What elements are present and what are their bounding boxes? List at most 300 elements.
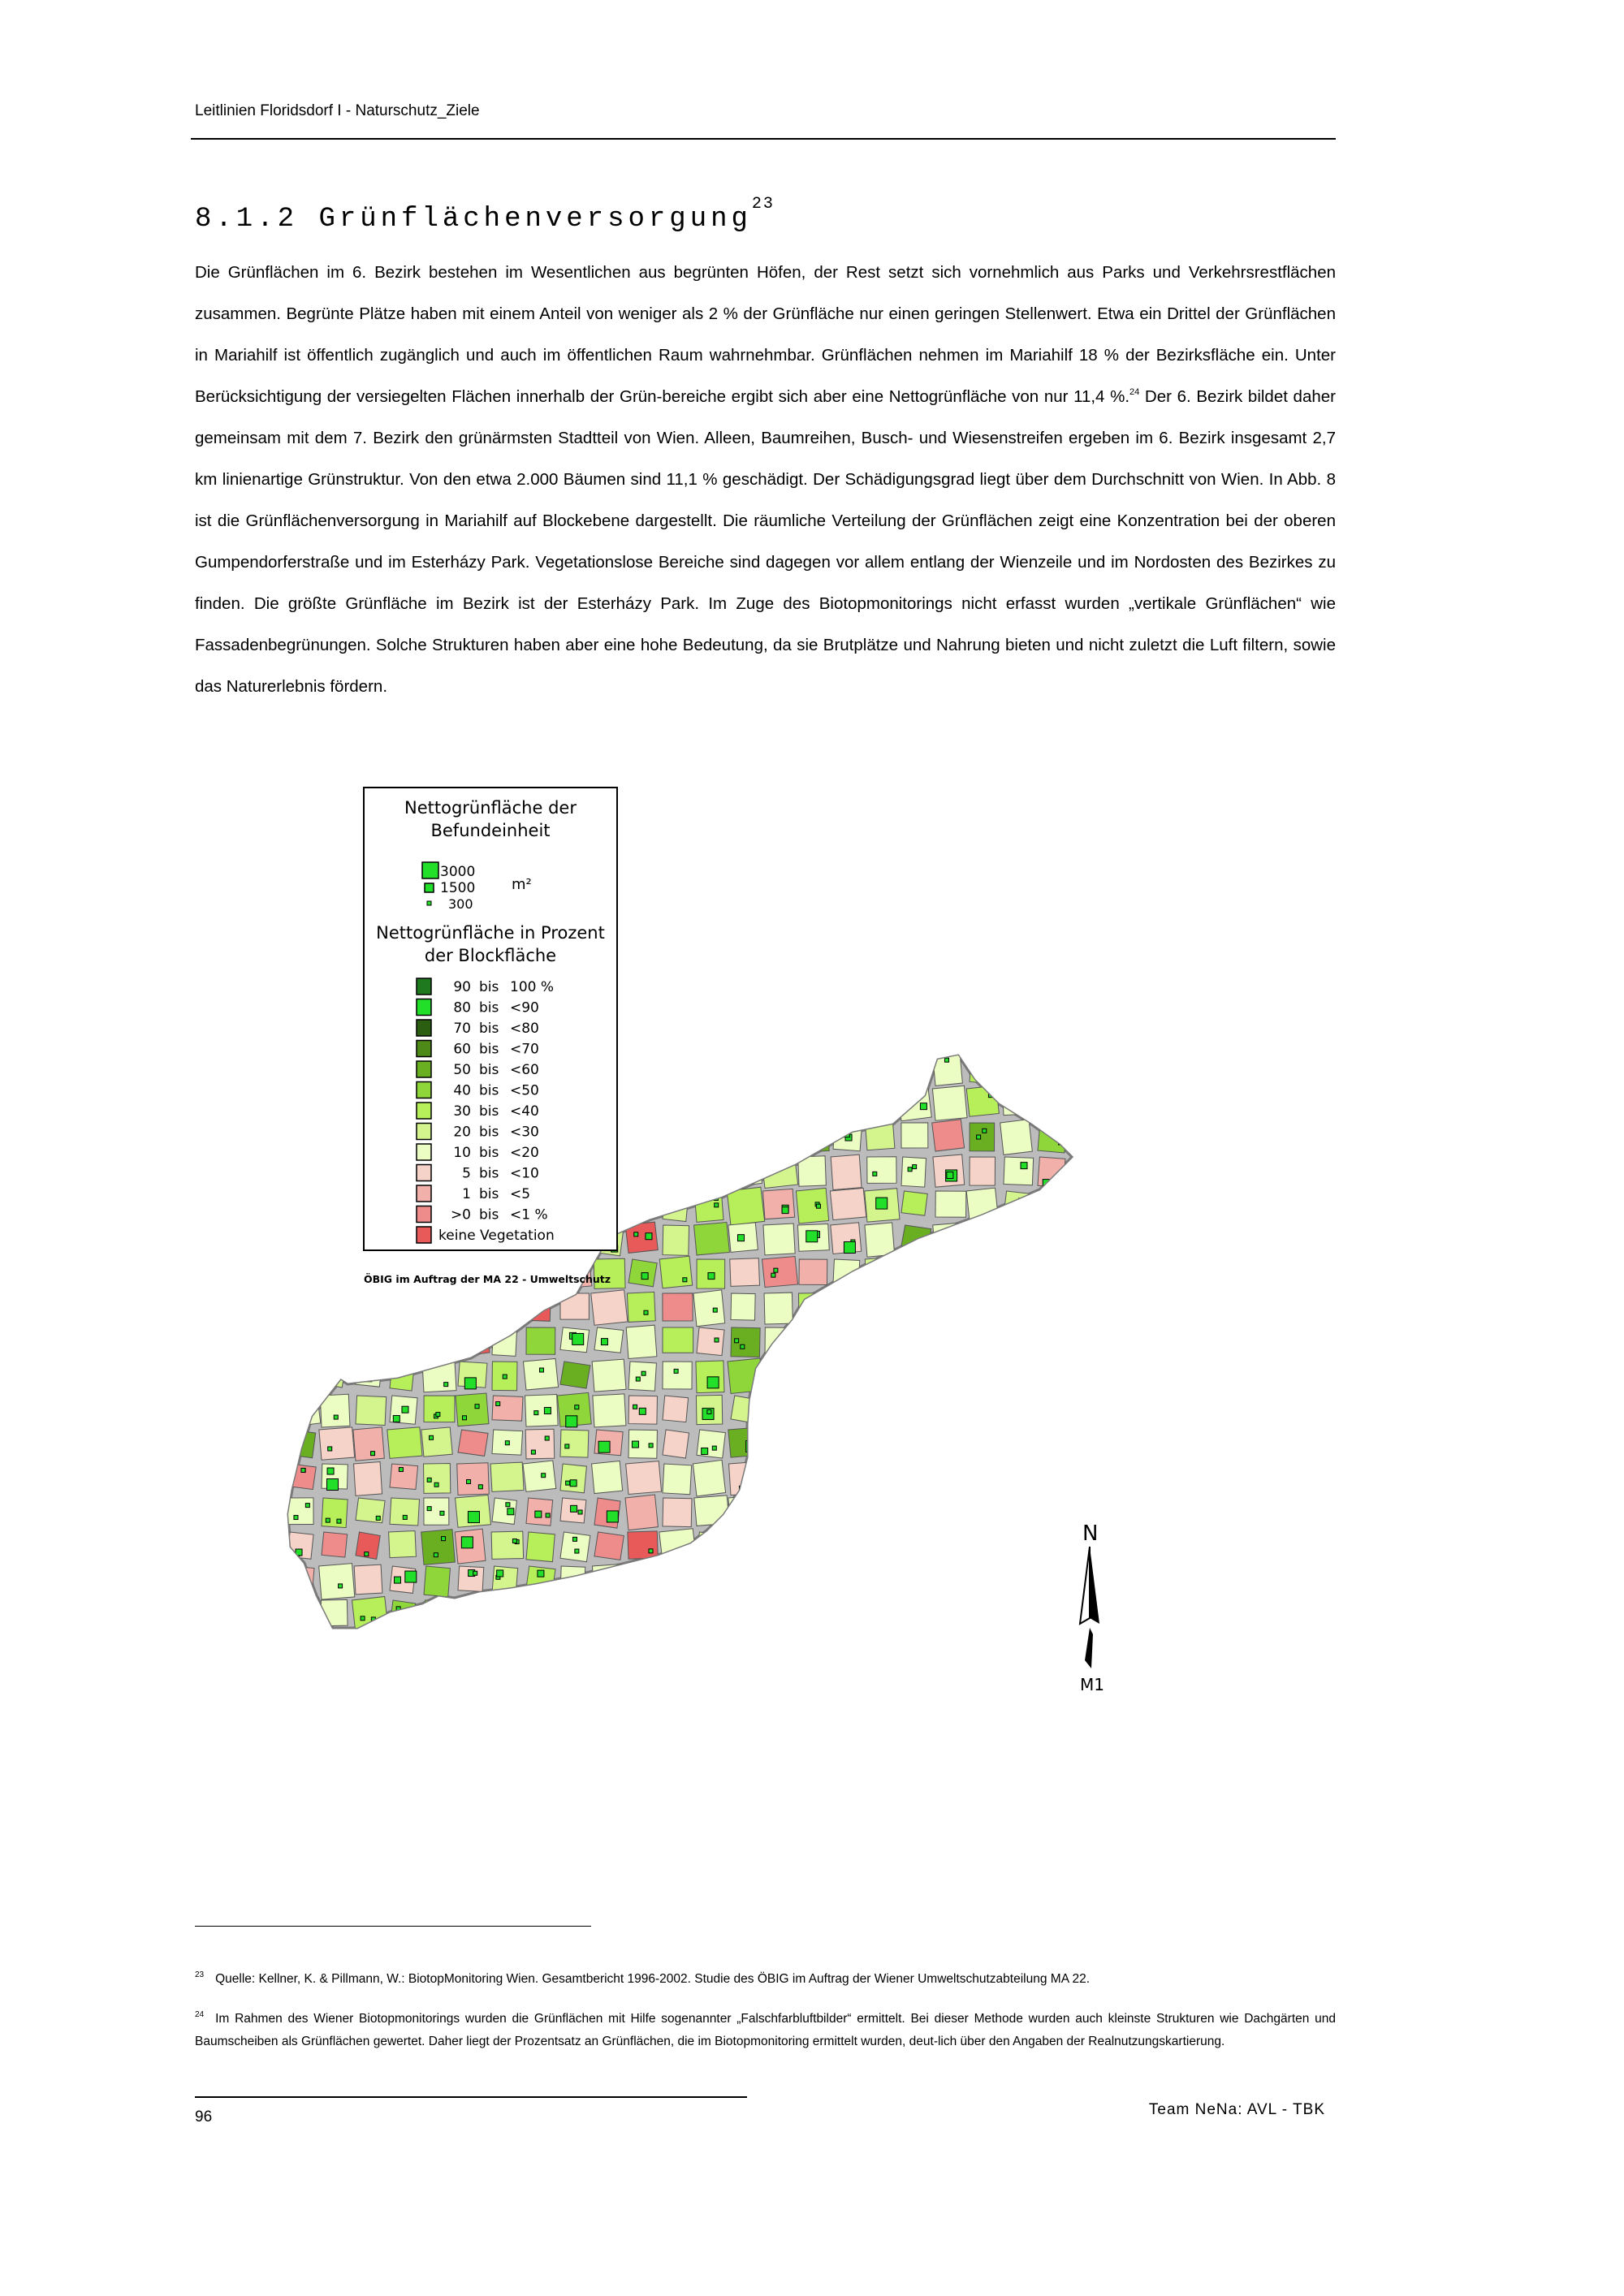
map-block xyxy=(1069,1290,1101,1326)
green-area-marker xyxy=(1018,1198,1025,1205)
green-area-marker xyxy=(680,1104,684,1108)
green-area-marker xyxy=(1078,1605,1082,1609)
legend-class-from: 80 xyxy=(453,999,471,1016)
green-area-marker xyxy=(636,1071,642,1077)
green-area-marker xyxy=(546,1513,550,1517)
map-block xyxy=(969,1395,1001,1427)
map-block xyxy=(321,1293,347,1323)
map-block xyxy=(319,1223,354,1258)
map-block xyxy=(965,1596,1000,1633)
map-block xyxy=(287,1464,316,1490)
map-block xyxy=(765,1327,790,1357)
map-block xyxy=(1072,1362,1103,1389)
section-heading: Grünflächenversorgung xyxy=(318,204,752,235)
green-area-marker xyxy=(707,1377,719,1388)
green-area-marker xyxy=(991,1448,995,1452)
green-area-marker xyxy=(343,1209,347,1213)
green-area-marker xyxy=(1081,1270,1085,1274)
map-block xyxy=(356,1396,387,1426)
green-area-marker xyxy=(976,1273,983,1280)
green-area-marker xyxy=(1054,1434,1058,1438)
green-area-marker xyxy=(1075,1229,1079,1233)
legend-swatch xyxy=(417,1227,431,1243)
map-block xyxy=(322,1362,346,1388)
green-area-marker xyxy=(604,1604,611,1611)
green-area-marker xyxy=(601,1339,607,1345)
green-area-marker xyxy=(405,1614,409,1618)
green-area-marker xyxy=(949,1472,953,1476)
green-area-marker xyxy=(737,1511,741,1515)
green-area-marker xyxy=(876,1198,888,1209)
map-block xyxy=(322,1634,349,1664)
green-area-marker xyxy=(641,1176,646,1180)
body-paragraph xyxy=(195,252,1336,707)
map-block xyxy=(526,1634,557,1664)
map-block xyxy=(490,1598,520,1633)
green-area-marker xyxy=(634,1232,638,1236)
green-area-marker xyxy=(407,1341,413,1348)
green-area-marker xyxy=(467,1479,471,1483)
map-block xyxy=(693,1630,725,1668)
section-title xyxy=(195,195,775,235)
green-area-marker xyxy=(1020,1209,1024,1213)
running-header: Leitlinien Floridsdorf I - Naturschutz_Ziele xyxy=(195,102,480,119)
green-area-marker xyxy=(337,1519,341,1523)
green-area-marker xyxy=(478,1485,482,1489)
map-block xyxy=(970,1430,998,1454)
map-block xyxy=(867,1362,898,1387)
map-block xyxy=(627,1087,657,1117)
green-area-marker xyxy=(674,1369,678,1373)
map-block xyxy=(523,1461,556,1491)
map-block xyxy=(663,1566,689,1593)
map-block xyxy=(489,1290,525,1324)
green-area-marker xyxy=(715,1203,719,1207)
green-area-marker xyxy=(881,1609,885,1613)
map-block xyxy=(762,1256,797,1287)
map-block xyxy=(626,1325,657,1358)
legend-class-from: 70 xyxy=(453,1021,471,1037)
green-area-marker xyxy=(769,1379,773,1383)
map-block xyxy=(867,1430,893,1456)
green-area-marker xyxy=(444,1383,448,1387)
map-block xyxy=(560,1293,589,1319)
green-area-marker xyxy=(365,1552,369,1556)
green-area-marker xyxy=(296,1644,300,1648)
green-area-marker xyxy=(908,1572,912,1576)
map-block xyxy=(798,1293,828,1324)
green-area-marker xyxy=(545,1436,549,1440)
legend-swatch xyxy=(417,999,431,1016)
green-area-marker xyxy=(371,1452,375,1456)
map-block xyxy=(899,1461,930,1496)
map-block xyxy=(867,1498,892,1523)
footnote-ref-23[interactable]: 23 xyxy=(751,195,775,214)
map-block xyxy=(694,1052,726,1085)
map-block xyxy=(322,1327,351,1354)
map-block xyxy=(897,1392,930,1424)
map-block xyxy=(1004,1259,1030,1287)
green-area-marker xyxy=(607,1511,618,1522)
map-block xyxy=(697,1327,724,1356)
green-area-marker xyxy=(427,1507,431,1511)
green-area-marker xyxy=(905,1381,912,1388)
map-block xyxy=(356,1634,381,1662)
map-block xyxy=(966,1358,998,1392)
map-block xyxy=(1038,1293,1065,1319)
map-block xyxy=(525,1429,555,1459)
map-block xyxy=(627,1633,658,1662)
map-block xyxy=(626,1461,662,1495)
green-area-marker xyxy=(505,1441,509,1445)
green-area-marker xyxy=(846,1448,857,1460)
map-block xyxy=(797,1052,831,1082)
map-block xyxy=(628,1531,658,1559)
map-block xyxy=(697,1157,724,1185)
map-block xyxy=(867,1600,897,1629)
map-block xyxy=(1003,1224,1033,1251)
green-area-marker xyxy=(775,1340,780,1344)
legend-class-from: 90 xyxy=(453,979,471,995)
legend-swatch xyxy=(417,1185,431,1202)
green-area-marker xyxy=(700,1174,706,1180)
green-area-marker xyxy=(773,1096,777,1100)
map-block xyxy=(1072,1089,1099,1116)
green-area-marker xyxy=(974,1480,978,1484)
legend-title-2a: Nettogrünfläche in Prozent xyxy=(376,923,605,943)
green-area-marker xyxy=(646,1233,652,1240)
north-label: N xyxy=(1082,1521,1099,1546)
map-block xyxy=(421,1530,456,1565)
green-area-marker xyxy=(1021,1163,1027,1169)
map-block xyxy=(1004,1362,1029,1387)
green-area-marker xyxy=(296,1638,300,1642)
size-label-1500: 1500 xyxy=(440,880,476,896)
green-area-marker xyxy=(299,1108,303,1112)
green-area-marker xyxy=(752,1585,756,1589)
green-area-marker xyxy=(1016,1471,1020,1475)
map-block xyxy=(761,1153,797,1188)
map-block xyxy=(762,1085,796,1120)
legend-swatch xyxy=(417,1103,431,1119)
map-block xyxy=(765,1055,793,1082)
map-block xyxy=(354,1462,382,1496)
map-block xyxy=(663,1293,693,1321)
map-block xyxy=(1072,1259,1099,1284)
map-block xyxy=(1038,1157,1065,1188)
green-area-marker xyxy=(437,1310,448,1322)
green-area-marker xyxy=(814,1554,821,1560)
legend-class-from: 1 xyxy=(462,1186,471,1202)
legend-class-sep: bis xyxy=(479,1145,499,1161)
green-area-marker xyxy=(806,1375,810,1379)
green-area-marker xyxy=(977,1135,981,1139)
map-block xyxy=(287,1498,313,1525)
map-block xyxy=(628,1362,656,1391)
green-area-marker xyxy=(1076,1639,1087,1651)
legend-class-from: 10 xyxy=(453,1145,471,1161)
green-area-marker xyxy=(1081,1547,1087,1554)
map-block xyxy=(1004,1600,1032,1627)
map-block xyxy=(898,1290,931,1322)
map-block xyxy=(1034,1323,1070,1357)
map-block xyxy=(591,1290,628,1325)
green-area-marker xyxy=(780,1129,784,1133)
green-area-marker xyxy=(335,1168,339,1172)
map-block xyxy=(796,1188,828,1224)
map-block xyxy=(867,1532,892,1558)
map-block xyxy=(594,1327,624,1353)
green-area-marker xyxy=(1052,1234,1056,1238)
green-area-marker xyxy=(922,1370,933,1382)
green-area-marker xyxy=(782,1207,788,1214)
green-area-marker xyxy=(945,1271,949,1275)
green-area-marker xyxy=(598,1441,610,1452)
map-block xyxy=(285,1359,317,1392)
green-area-marker xyxy=(644,1097,648,1101)
size-label-300: 300 xyxy=(448,896,473,912)
map-block xyxy=(322,1532,348,1557)
footnote-text-23: Quelle: Kellner, K. & Pillmann, W.: BiotopMonitoring Wien. Gesamtbericht 1996-2002. Studie des ÖBIG im Auftrag der Wiener Umweltschutzabteilung MA 22. xyxy=(215,1972,1091,1986)
green-area-marker xyxy=(920,1103,926,1110)
green-area-marker xyxy=(905,1448,916,1459)
green-area-marker xyxy=(475,1405,479,1409)
footnote-ref-24[interactable]: 24 xyxy=(1129,387,1140,397)
map-block xyxy=(457,1463,490,1495)
green-area-marker xyxy=(467,1337,471,1341)
green-area-marker xyxy=(468,1512,479,1523)
green-area-marker xyxy=(802,1100,809,1107)
map-block xyxy=(1002,1428,1030,1457)
map-block xyxy=(591,1631,627,1667)
map-block xyxy=(693,1460,725,1496)
map-block xyxy=(765,1532,794,1561)
legend-swatch xyxy=(417,1020,431,1036)
green-area-marker xyxy=(780,1073,784,1077)
map-block xyxy=(970,1634,996,1661)
map-block xyxy=(424,1396,455,1422)
map-block xyxy=(1038,1123,1067,1153)
green-area-marker xyxy=(571,1505,577,1512)
map-block xyxy=(421,1291,456,1323)
map-block xyxy=(833,1566,863,1594)
green-area-marker xyxy=(603,1610,610,1616)
map-block xyxy=(663,1191,689,1222)
green-area-marker xyxy=(294,1516,298,1520)
green-area-marker xyxy=(328,1447,332,1451)
green-area-marker xyxy=(713,1308,717,1312)
green-area-marker xyxy=(565,1610,569,1614)
green-area-marker xyxy=(572,1586,576,1590)
legend-swatch xyxy=(417,1124,431,1140)
map-block xyxy=(833,1293,859,1318)
green-area-marker xyxy=(462,1416,466,1420)
map-block xyxy=(287,1327,317,1357)
green-area-marker xyxy=(885,1404,889,1408)
green-area-marker xyxy=(305,1504,309,1508)
green-area-marker xyxy=(987,1241,993,1248)
green-area-marker xyxy=(1082,1300,1089,1306)
green-area-marker xyxy=(339,1584,343,1588)
map-block xyxy=(694,1495,729,1526)
legend-class-to: <90 xyxy=(510,999,539,1016)
green-area-marker xyxy=(777,1411,781,1415)
map-block xyxy=(663,1600,693,1628)
green-area-marker xyxy=(852,1642,856,1646)
map-block xyxy=(390,1634,417,1660)
map-block xyxy=(490,1633,520,1666)
green-area-marker xyxy=(399,1338,410,1349)
green-area-marker xyxy=(1057,1377,1061,1381)
map-block xyxy=(763,1462,794,1493)
map-block xyxy=(935,1191,966,1217)
map-block xyxy=(458,1634,484,1664)
green-area-marker xyxy=(497,1570,503,1577)
map-block xyxy=(901,1225,931,1249)
green-area-marker xyxy=(680,1573,685,1577)
map-block xyxy=(933,1393,964,1424)
map-block xyxy=(833,1430,862,1460)
green-area-marker xyxy=(884,1367,896,1379)
green-area-marker xyxy=(771,1273,775,1277)
green-area-marker xyxy=(774,1268,778,1272)
map-block xyxy=(830,1631,862,1667)
green-area-marker xyxy=(773,1164,777,1168)
green-area-marker xyxy=(879,1584,883,1588)
green-area-marker xyxy=(644,1310,648,1314)
map-block xyxy=(594,1532,624,1560)
map-block xyxy=(970,1464,996,1495)
green-area-marker xyxy=(1084,1478,1088,1482)
map-block xyxy=(864,1392,901,1426)
map-block xyxy=(1003,1088,1030,1116)
legend-class-from: 5 xyxy=(462,1165,471,1182)
legend-swatch xyxy=(417,1144,431,1160)
green-area-marker xyxy=(953,1411,957,1415)
green-area-marker xyxy=(395,1577,401,1583)
map-block xyxy=(970,1055,997,1084)
green-area-marker xyxy=(812,1653,818,1659)
map-block xyxy=(1038,1498,1066,1523)
legend-class-sep: bis xyxy=(479,999,499,1016)
green-area-marker xyxy=(1009,1611,1013,1615)
green-area-marker xyxy=(639,1408,646,1414)
green-area-marker xyxy=(1042,1277,1053,1288)
green-area-marker xyxy=(1041,1241,1047,1247)
green-area-marker xyxy=(473,1614,479,1621)
map-block xyxy=(663,1396,689,1422)
map-block xyxy=(1004,1157,1034,1185)
map-block xyxy=(865,1223,895,1257)
map-block xyxy=(969,1258,995,1291)
green-area-marker xyxy=(331,1299,335,1303)
green-area-marker xyxy=(374,1343,378,1347)
map-block xyxy=(901,1123,928,1148)
map-block xyxy=(526,1600,551,1629)
map-block xyxy=(901,1566,931,1592)
green-area-marker xyxy=(402,1406,408,1413)
map-block xyxy=(663,1089,689,1116)
legend-class-to: <60 xyxy=(510,1062,539,1078)
green-area-marker xyxy=(633,1405,637,1409)
map-block xyxy=(1004,1634,1029,1659)
map-block xyxy=(424,1327,450,1353)
green-area-marker xyxy=(977,1272,981,1276)
map-block xyxy=(799,1430,824,1460)
green-area-marker xyxy=(851,1620,855,1624)
green-area-marker xyxy=(839,1482,843,1486)
green-area-marker xyxy=(979,1301,986,1308)
green-area-marker xyxy=(507,1649,511,1653)
map-block xyxy=(287,1123,318,1149)
green-area-marker xyxy=(405,1571,417,1582)
green-area-marker xyxy=(710,1616,714,1620)
legend-class-to: 100 % xyxy=(510,979,555,995)
green-area-marker xyxy=(780,1649,784,1653)
map-block xyxy=(697,1532,722,1561)
map-block xyxy=(730,1258,760,1287)
map-credit: ÖBIG im Auftrag der MA 22 - Umweltschutz xyxy=(364,1273,611,1285)
legend-class-from: 60 xyxy=(453,1041,471,1058)
green-area-marker xyxy=(1053,1406,1057,1410)
map-block xyxy=(1037,1429,1064,1456)
map-block xyxy=(625,1495,658,1530)
map-block xyxy=(765,1498,792,1526)
green-area-marker xyxy=(947,1172,953,1179)
map-block xyxy=(1034,1085,1067,1117)
map-block xyxy=(831,1154,862,1189)
green-area-marker xyxy=(708,1273,715,1280)
map-block xyxy=(1038,1259,1064,1288)
map-block xyxy=(901,1157,926,1187)
green-area-marker xyxy=(939,1515,944,1519)
legend-swatch xyxy=(417,978,431,995)
green-area-marker xyxy=(837,1366,841,1370)
green-area-marker xyxy=(511,1300,517,1306)
map-block xyxy=(727,1562,764,1600)
map-block xyxy=(729,1121,760,1154)
map-block xyxy=(356,1362,382,1387)
green-area-marker xyxy=(878,1409,889,1421)
green-area-marker xyxy=(636,1377,640,1381)
map-block xyxy=(762,1189,794,1219)
map-block xyxy=(354,1564,382,1595)
green-area-marker xyxy=(303,1336,309,1343)
map-block xyxy=(694,1189,723,1222)
green-area-marker xyxy=(442,1537,446,1541)
green-area-marker xyxy=(818,1652,822,1656)
green-area-marker xyxy=(540,1642,544,1646)
body-text-part2: Der 6. Bezirk bildet daher gemeinsam mit dem 7. Bezirk den grünärmsten Stadtteil von Wien. Alleen, Baumreihen, Busch- und Wiesenstreifen ergeben im 6. Bezirk insgesamt 2,7 km linienartige Grünstruktur. Von den etwa 2.000 Bäumen sind 11,1 % geschädigt. Der Schädigungsgrad liegt über dem Durchschnitt von Wien. In Abb. 8 ist die Grünflächenversorgung in Mariahilf auf Blockebene dargestellt. Die räumliche Verteilung der Grünflächen zeigt eine Konzentration bei der oberen Gumpendorferstraße und im Esterházy Park. Vegetationslose Bereiche sind dagegen vor allem entlang der Wienzeile und im Nordosten des Bezirkes zu finden. Die größte Grünfläche im Bezirk ist der Esterházy Park. Im Zuge des Biotopmonitorings nicht erfasst wurden „vertikale Grünflächen“ wie Fassadenbegrünungen. Solche Strukturen haben aber eine hohe Bedeutung, da sie Brutplätze und Nahrung bieten und nicht zuletzt die Luft filtern, sowie das Naturerlebnis fördern. xyxy=(195,387,1336,696)
legend-class-sep: bis xyxy=(479,1021,499,1037)
map-block xyxy=(560,1430,589,1457)
map-block xyxy=(829,1596,867,1630)
map-block xyxy=(935,1566,961,1592)
green-area-marker xyxy=(735,1615,739,1619)
green-area-marker xyxy=(1009,1371,1021,1383)
map-block xyxy=(697,1089,724,1117)
map-block xyxy=(424,1566,450,1597)
green-area-marker xyxy=(918,1486,924,1492)
map-block xyxy=(1038,1634,1067,1661)
map-block xyxy=(626,1120,659,1153)
green-area-marker xyxy=(535,1511,542,1517)
legend-class-sep: bis xyxy=(479,1062,499,1078)
map-block xyxy=(763,1599,795,1626)
green-area-marker xyxy=(410,1642,417,1649)
body-text-part1: Die Grünflächen im 6. Bezirk bestehen im Wesentlichen aus begrünten Höfen, der Rest setzt sich vornehmlich aus Parks und Verkehrsrestflächen zusammen. Begrünte Plätze haben mit einem Anteil von weniger als 2 % der Grünfläche nur einen geringen Stellenwert. Etwa ein Drittel der Grünflächen in Mariahilf ist öffentlich zugänglich und auch im öffentlichen Raum wahrnehmbar. Grünflächen nehmen im Mariahilf 18 % der Bezirksfläche ein. Unter Berücksichtigung der versiegelten Flächen innerhalb der Grün-bereiche ergibt sich aber eine Nettogrünfläche von nur 11,4 %. xyxy=(195,263,1336,406)
green-area-marker xyxy=(844,1242,855,1254)
